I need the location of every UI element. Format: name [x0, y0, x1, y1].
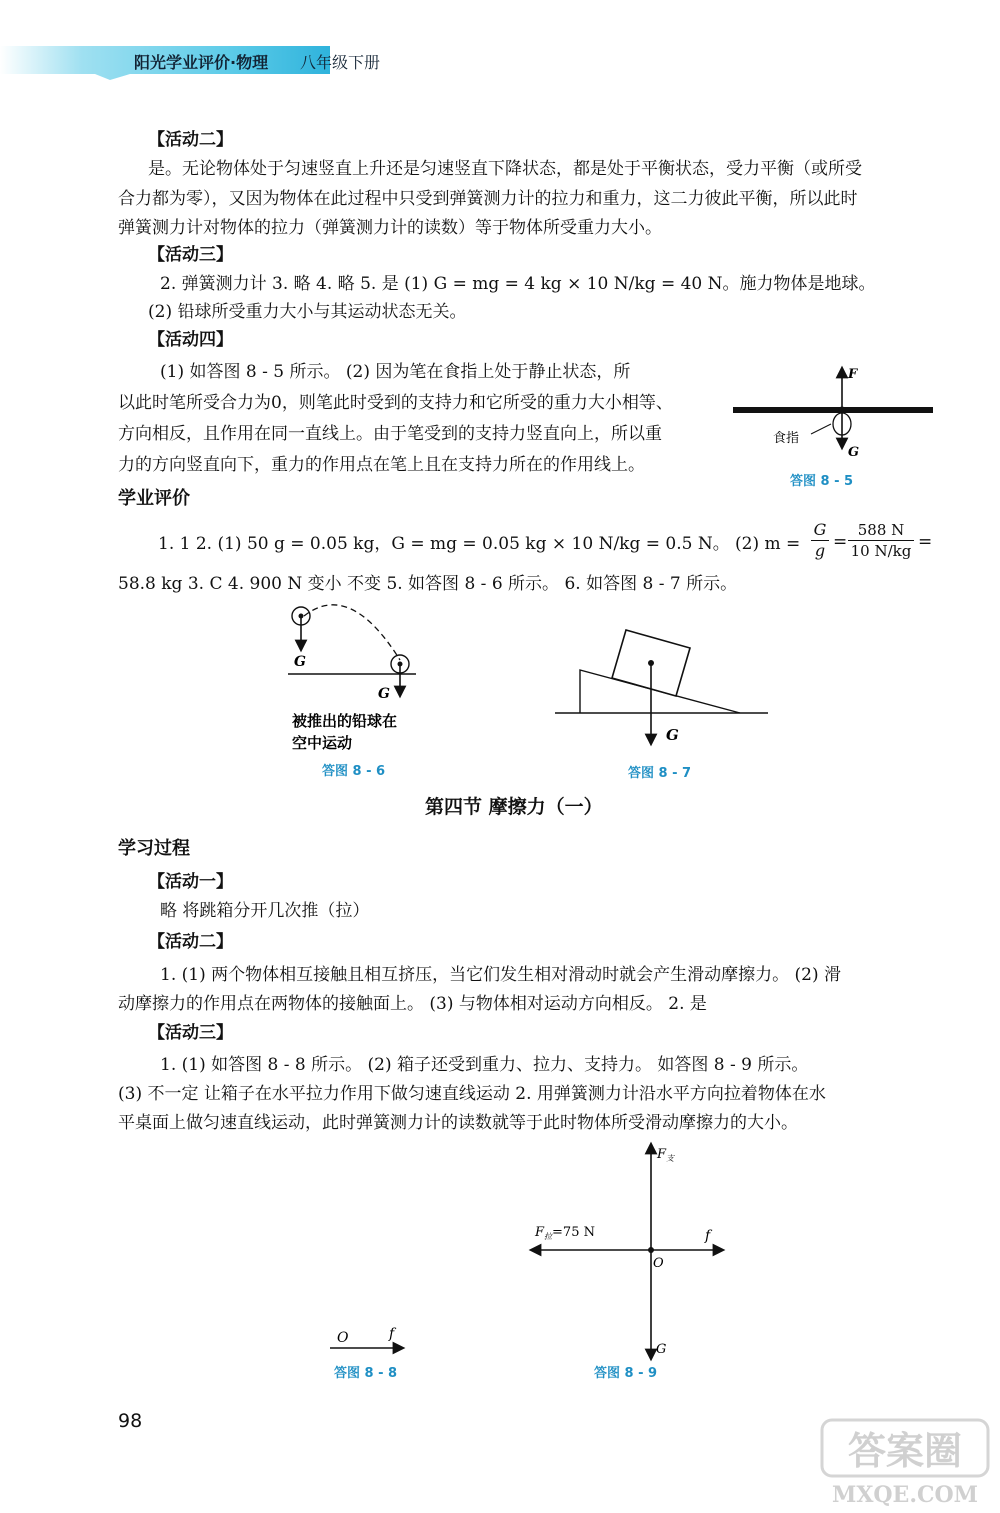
b2-line1: 1. (1) 两个物体相互接触且相互挤压，当它们发生相对滑动时就会产生滑动摩擦力。 (2) 滑 [160, 965, 841, 985]
label-O: O [337, 1330, 349, 1346]
learn-title: 学习过程 [118, 838, 190, 859]
b2-title: 【活动二】 [148, 932, 233, 952]
eval-line1a: 1. 1 2. (1) 50 g = 0.05 kg，G = mg = 0.05 kg × 10 N/kg = 0.5 N。 [158, 534, 730, 554]
watermark-logo [820, 1418, 990, 1508]
frac2-den: 10 N/kg [848, 540, 914, 561]
figure-8-6 [270, 600, 440, 760]
figure-8-7 [550, 620, 775, 760]
caption-8-5: 答图 8 - 5 [790, 474, 854, 489]
a3-line1: 2. 弹簧测力计 3. 略 4. 略 5. 是 (1) G = mg = 4 kg × 10 N/kg = 40 N。施力物体是地球。 [160, 274, 876, 294]
caption-8-6: 答图 8 - 6 [322, 764, 386, 779]
fraction-588-over-10 [848, 520, 914, 561]
label-finger: 食指 [773, 431, 800, 446]
page-number: 98 [118, 1410, 143, 1432]
eval-eq2: = [918, 532, 933, 552]
a2-line2: 合力都为零），又因为物体在此过程中只受到弹簧测力计的拉力和重力，这二力彼此平衡，所以此时 [118, 189, 858, 209]
label-G: G [848, 445, 860, 460]
label-G2: G [378, 686, 390, 702]
label-O: O [653, 1256, 664, 1271]
desc-line1: 被推出的铅球在 [292, 712, 398, 730]
desc-line2: 空中运动 [292, 734, 353, 752]
trajectory-dashed [304, 605, 400, 660]
pen-bar [733, 407, 933, 413]
eval-title: 学业评价 [118, 488, 190, 509]
b3-line2: (3) 不一定 让箱子在水平拉力作用下做匀速直线运动 2. 用弹簧测力计沿水平方向拉着物体在水 [118, 1084, 826, 1104]
figure-8-8 [325, 1318, 425, 1358]
figure-8-9 [525, 1140, 735, 1365]
label-f: f [389, 1326, 395, 1342]
header-grade: 八年级下册 [300, 53, 381, 72]
b3-title: 【活动三】 [148, 1023, 233, 1043]
frac1-num: G [813, 520, 827, 539]
eval-line1b: (2) m = [735, 534, 801, 554]
label-G1: G [294, 654, 306, 670]
b1-title: 【活动一】 [148, 872, 233, 892]
frac1-den: g [811, 540, 829, 561]
frac2-num: 588 N [857, 521, 905, 539]
origin-point [648, 1247, 654, 1253]
label-f: f [705, 1228, 711, 1244]
a4-line1: (1) 如答图 8 - 5 所示。 (2) 因为笔在食指上处于静止状态，所 [160, 362, 631, 382]
label-G: G [666, 726, 679, 744]
a4-title: 【活动四】 [148, 330, 233, 350]
finger-pointer [811, 424, 831, 434]
a4-line3: 方向相反，且作用在同一直线上。由于笔受到的支持力竖直向上，所以重 [118, 424, 662, 444]
label-G: G [656, 1342, 667, 1357]
caption-8-8: 答图 8 - 8 [334, 1366, 398, 1381]
b3-line1: 1. (1) 如答图 8 - 8 所示。 (2) 箱子还受到重力、拉力、支持力。 如答图 8 - 9 所示。 [160, 1055, 809, 1075]
label-Fz: $F_支$ [657, 1147, 675, 1163]
fraction-G-over-g [811, 520, 829, 561]
label-F: F [848, 367, 858, 382]
a2-line3: 弹簧测力计对物体的拉力（弹簧测力计的读数）等于物体所受重力大小。 [118, 218, 662, 238]
a3-line2: (2) 铅球所受重力大小与其运动状态无关。 [148, 302, 467, 322]
header-series: 阳光学业评价·物理 [134, 53, 269, 72]
caption-8-7: 答图 8 - 7 [628, 766, 692, 781]
a4-line2: 以此时笔所受合力为0，则笔此时受到的支持力和它所受的重力大小相等、 [118, 393, 673, 413]
a3-title: 【活动三】 [148, 245, 233, 265]
svg-text:答案圈: 答案圈 [847, 1428, 963, 1473]
eval-eq: = [833, 532, 848, 552]
label-Fl: $F_拉=75$ N [535, 1225, 595, 1241]
a2-title: 【活动二】 [148, 130, 233, 150]
eval-line2: 58.8 kg 3. C 4. 900 N 变小 不变 5. 如答图 8 - 6 所示。 6. 如答图 8 - 7 所示。 [118, 574, 738, 594]
caption-8-9: 答图 8 - 9 [594, 1366, 658, 1381]
a2-line1: 是。无论物体处于匀速竖直上升还是匀速竖直下降状态，都是处于平衡状态，受力平衡（或所受 [148, 159, 862, 179]
a4-line4: 力的方向竖直向下，重力的作用点在笔上且在支持力所在的作用线上。 [118, 455, 645, 475]
svg-text:MXQE.COM: MXQE.COM [831, 1482, 979, 1508]
b3-line3: 平桌面上做匀速直线运动，此时弹簧测力计的读数就等于此时物体所受滑动摩擦力的大小。 [118, 1113, 798, 1133]
section-4-title: 第四节 摩擦力（一） [425, 796, 603, 818]
b1-line1: 略 将跳箱分开几次推（拉） [160, 901, 370, 921]
b2-line2: 动摩擦力的作用点在两物体的接触面上。 (3) 与物体相对运动方向相反。 2. 是 [118, 994, 707, 1014]
